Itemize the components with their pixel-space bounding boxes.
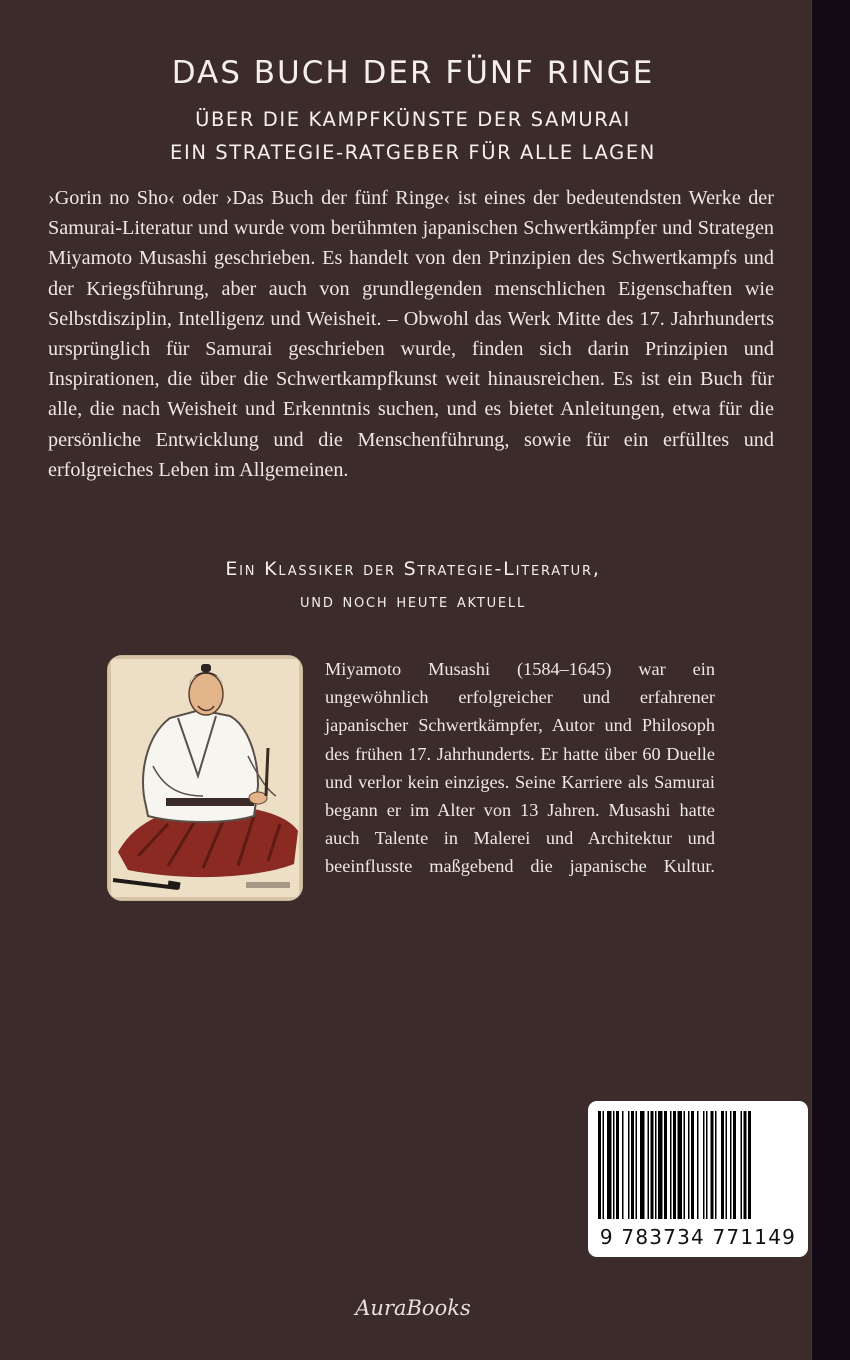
barcode-bar <box>636 1111 638 1219</box>
barcode-bar <box>726 1111 728 1219</box>
barcode-bar <box>697 1111 699 1219</box>
barcode-bar <box>658 1111 663 1219</box>
barcode-bar <box>678 1111 683 1219</box>
subtitle-line-2: EIN STRATEGIE-RATGEBER FÜR ALLE LAGEN <box>170 141 656 164</box>
barcode-bar <box>673 1111 676 1219</box>
barcode-bar <box>631 1111 634 1219</box>
barcode-bar <box>715 1111 717 1219</box>
barcode-bar <box>613 1111 615 1219</box>
barcode-bars-icon <box>588 1101 808 1225</box>
barcode-bar <box>711 1111 714 1219</box>
barcode-bar <box>721 1111 724 1219</box>
barcode-bar <box>741 1111 743 1219</box>
barcode-bar <box>670 1111 672 1219</box>
barcode-bar <box>598 1111 601 1219</box>
barcode-bar <box>664 1111 667 1219</box>
book-spine-edge <box>811 0 850 1360</box>
barcode-bar <box>655 1111 657 1219</box>
tagline-line-1: Ein Klassiker der Strategie-Literatur, <box>225 558 601 580</box>
author-biography: Miyamoto Musashi (1584–1645) war ein ungewöhnlich erfolgreicher und erfahrener japanischer Schwertkämpfer, Autor und Philosoph des frühen 17. Jahrhunderts. Er hatte über 60 Duelle und verlor kein einziges. Seine Karriere als Samurai begann er im Alter von 13 Jahren. Musashi hatte auch Talente in Malerei und Architektur und beeinflusste maßgebend die japanische Kultur. <box>325 659 715 877</box>
barcode-bar <box>648 1111 650 1219</box>
isbn-barcode <box>588 1101 808 1257</box>
barcode-bar <box>748 1111 751 1219</box>
samurai-portrait-illustration <box>108 656 302 900</box>
barcode-bar <box>651 1111 654 1219</box>
barcode-bar <box>706 1111 708 1219</box>
subtitle-line-1: ÜBER DIE KAMPFKÜNSTE DER SAMURAI <box>195 108 631 131</box>
barcode-bar <box>688 1111 690 1219</box>
isbn-number: 9 783734 771149 <box>599 1225 797 1249</box>
barcode-bar <box>603 1111 605 1219</box>
barcode-bar <box>640 1111 645 1219</box>
book-description: ›Gorin no Sho‹ oder ›Das Buch der fünf Ringe‹ ist eines der bedeutendsten Werke der Samurai-Literatur und wurde vom berühmten japanischen Schwertkämpfer und Strategen Miyamoto Musashi geschrieben. Es handelt von den Prinzipien des Schwertkampfs und der Kriegsführung, aber auch von grundlegenden menschlichen Eigenschaften wie Selbstdisziplin, Intelligenz und Weisheit. – Obwohl das Werk Mitte des 17. Jahrhunderts ursprünglich für Samurai geschrieben wurde, finden sich darin Prinzipien und Inspirationen, die über die Schwertkampfkunst weit hinausreichen. Es ist ein Buch für alle, die nach Weisheit und Erkenntnis suchen, und es bietet Anleitungen, etwa für die persönliche Entwicklung und die Menschenführung, sowie für ein erfülltes und erfolgreiches Leben im Allgemeinen. <box>48 187 774 481</box>
barcode-bar <box>703 1111 705 1219</box>
musashi-portrait <box>108 656 302 900</box>
barcode-bar <box>622 1111 624 1219</box>
barcode-bar <box>684 1111 686 1219</box>
barcode-bar <box>733 1111 736 1219</box>
barcode-bar <box>730 1111 732 1219</box>
barcode-bar <box>691 1111 694 1219</box>
barcode-bar <box>607 1111 612 1219</box>
barcode-bar <box>744 1111 747 1219</box>
publisher-logo: AuraBooks <box>355 1296 471 1320</box>
tagline-line-2: und noch heute aktuell <box>299 590 526 612</box>
barcode-bar <box>628 1111 630 1219</box>
book-title: DAS BUCH DER FÜNF RINGE <box>171 55 655 91</box>
barcode-bar <box>616 1111 619 1219</box>
